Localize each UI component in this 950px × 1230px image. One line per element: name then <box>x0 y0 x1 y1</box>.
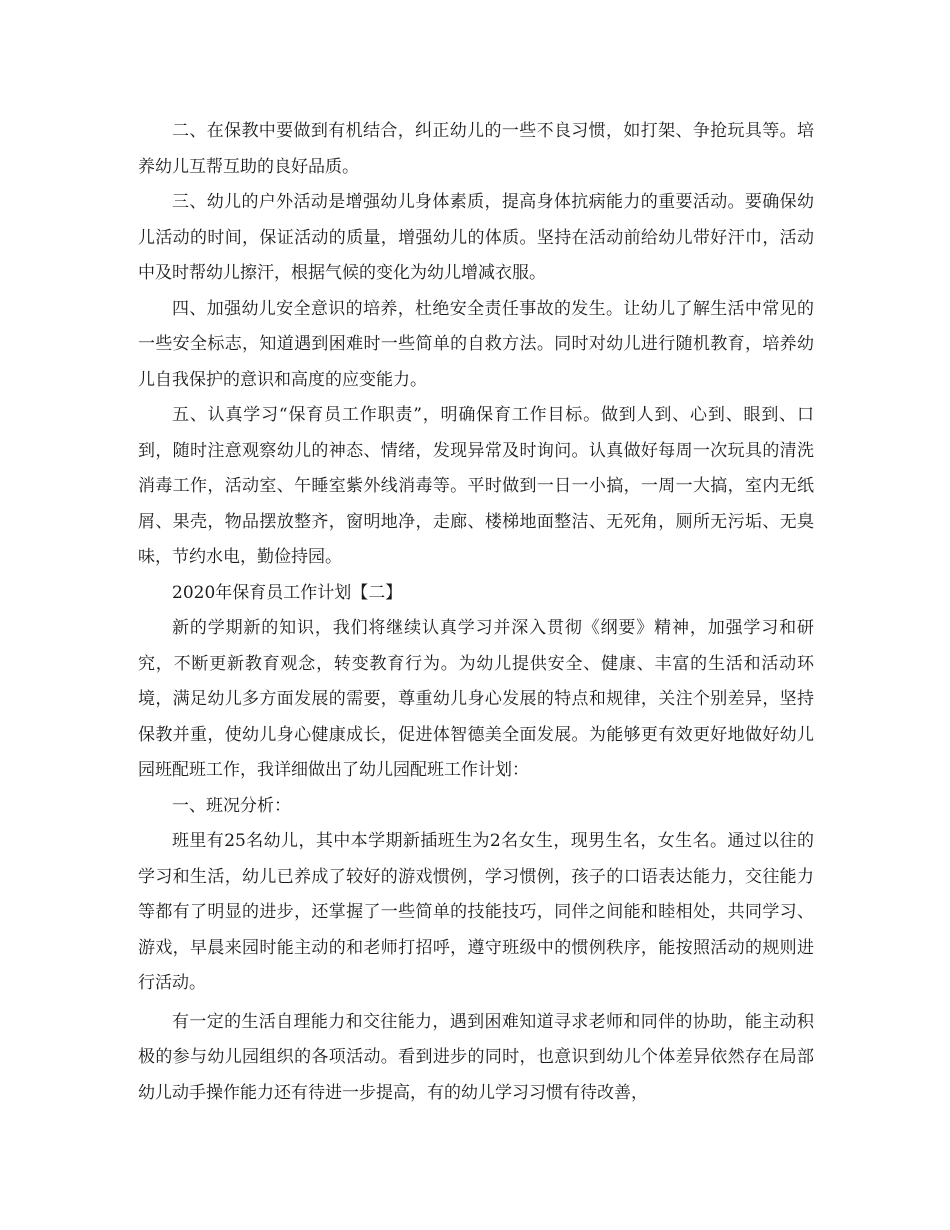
paragraph-item-4: 四、加强幼儿安全意识的培养，杜绝安全责任事故的发生。让幼儿了解生活中常见的一些安全标志，知道遇到困难时一些简单的自救方法。同时对幼儿进行随机教育，培养幼儿自我保护的意识和高度的应变能力。 <box>138 298 814 390</box>
paragraph-item-3: 三、幼儿的户外活动是增强幼儿身体素质，提高身体抗病能力的重要活动。要确保幼儿活动的时间，保证活动的质量，增强幼儿的体质。坚持在活动前给幼儿带好汗巾，活动中及时帮幼儿擦汗，根据气候的变化为幼儿增减衣服。 <box>138 192 814 283</box>
paragraph-item-2: 二、在保教中要做到有机结合，纠正幼儿的一些不良习惯，如打架、争抢玩具等。培养幼儿互帮互助的良好品质。 <box>138 121 814 177</box>
paragraph-class-analysis: 班里有25名幼儿，其中本学期新插班生为2名女生，现男生名，女生名。通过以往的学习和生活，幼儿已养成了较好的游戏惯例，学习惯例，孩子的口语表达能力，交往能力等都有了明显的进步，还掌握了一些简单的技能技巧，同伴之间能和睦相处，共同学习、游戏，早晨来园时能主动的和老师打招呼，遵守班级中的惯例秩序，能按照活动的规则进行活动。 <box>138 831 814 993</box>
paragraph-item-5: 五、认真学习“保育员工作职责”，明确保育工作目标。做到人到、心到、眼到、口到，随时注意观察幼儿的神态、情绪，发现异常及时询问。认真做好每周一次玩具的清洗消毒工作，活动室、午睡室紫外线消毒等。平时做到一日一小搞，一周一大搞，室内无纸屑、果壳，物品摆放整齐，窗明地净，走廊、楼梯地面整洁、无死角，厕所无污垢、无臭味，节约水电，勤俭持园。 <box>138 405 814 567</box>
paragraph-intro: 新的学期新的知识，我们将继续认真学习并深入贯彻《纲要》精神，加强学习和研究，不断更新教育观念，转变教育行为。为幼儿提供安全、健康、丰富的生活和活动环境，满足幼儿多方面发展的需要，尊重幼儿身心发展的特点和规律，关注个别差异，坚持保教并重，使幼儿身心健康成长，促进体智德美全面发展。为能够更有效更好地做好幼儿园班配班工作，我详细做出了幼儿园配班工作计划： <box>138 618 814 780</box>
paragraph-abilities: 有一定的生活自理能力和交往能力，遇到困难知道寻求老师和同伴的协助，能主动积极的参与幼儿园组织的各项活动。看到进步的同时，也意识到幼儿个体差异依然存在局部幼儿动手操作能力还有待进一步提高，有的幼儿学习习惯有待改善， <box>138 1011 814 1103</box>
section-heading: 2020年保育员工作计划【二】 <box>172 582 403 603</box>
subsection-heading: 一、班况分析： <box>172 795 291 816</box>
document-body <box>138 114 814 1111</box>
